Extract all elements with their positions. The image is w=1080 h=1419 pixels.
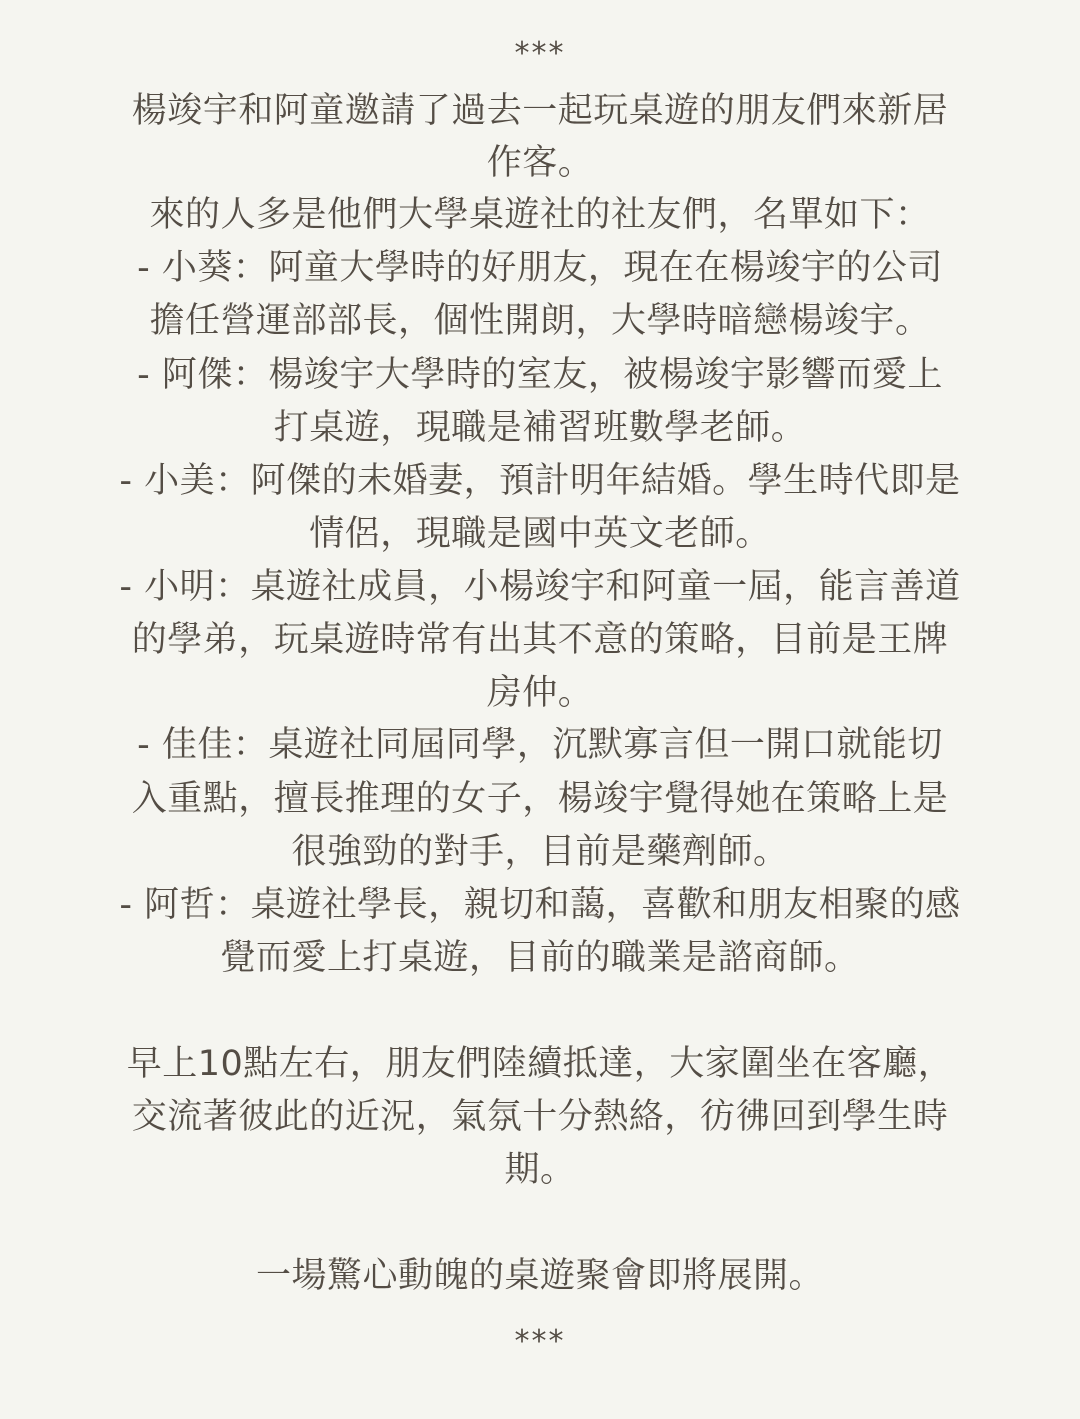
text-line: 覺而愛上打桌遊，目前的職業是諮商師。 (220, 938, 860, 978)
text-line: - 小明：桌遊社成員，小楊竣宇和阿童一屆，能言善道 (119, 567, 961, 607)
text-line: 房仲。 (486, 673, 594, 713)
text-line: 一場驚心動魄的桌遊聚會即將展開。 (255, 1256, 824, 1296)
text-line: 打桌遊，現職是補習班數學老師。 (273, 408, 807, 448)
text-line: 楊竣宇和阿童邀請了過去一起玩桌遊的朋友們來新居 (131, 91, 949, 131)
text-line: - 小葵：阿童大學時的好朋友，現在在楊竣宇的公司 (137, 248, 943, 288)
text-line: 的學弟，玩桌遊時常有出其不意的策略，目前是王牌 (131, 620, 949, 660)
text-line: 早上10點左右，朋友們陸續抵達，大家圍坐在客廳， (126, 1044, 954, 1084)
text-line: 來的人多是他們大學桌遊社的社友們，名單如下： (149, 195, 931, 235)
text-line: - 佳佳：桌遊社同屆同學，沉默寡言但一開口就能切 (137, 725, 943, 765)
text-line: 入重點，擅長推理的女子，楊竣宇覺得她在策略上是 (131, 779, 949, 819)
text-line: 情侶，現職是國中英文老師。 (309, 514, 771, 554)
text-line: 擔任營運部部長，個性開朗，大學時暗戀楊竣宇。 (149, 301, 931, 341)
text-line: - 小美：阿傑的未婚妻，預計明年結婚。學生時代即是 (119, 461, 961, 501)
text-line: 交流著彼此的近況，氣氛十分熱絡，彷彿回到學生時 (131, 1097, 949, 1137)
text-line: 很強勁的對手，目前是藥劑師。 (291, 832, 789, 872)
text-line: 期。 (504, 1150, 576, 1190)
divider-bottom: *** (514, 1324, 566, 1359)
text-line: - 阿傑：楊竣宇大學時的室友，被楊竣宇影響而愛上 (137, 355, 943, 395)
text-line: 作客。 (486, 143, 594, 183)
divider-top: *** (514, 36, 566, 71)
text-line: - 阿哲：桌遊社學長，親切和藹，喜歡和朋友相聚的感 (119, 885, 961, 925)
